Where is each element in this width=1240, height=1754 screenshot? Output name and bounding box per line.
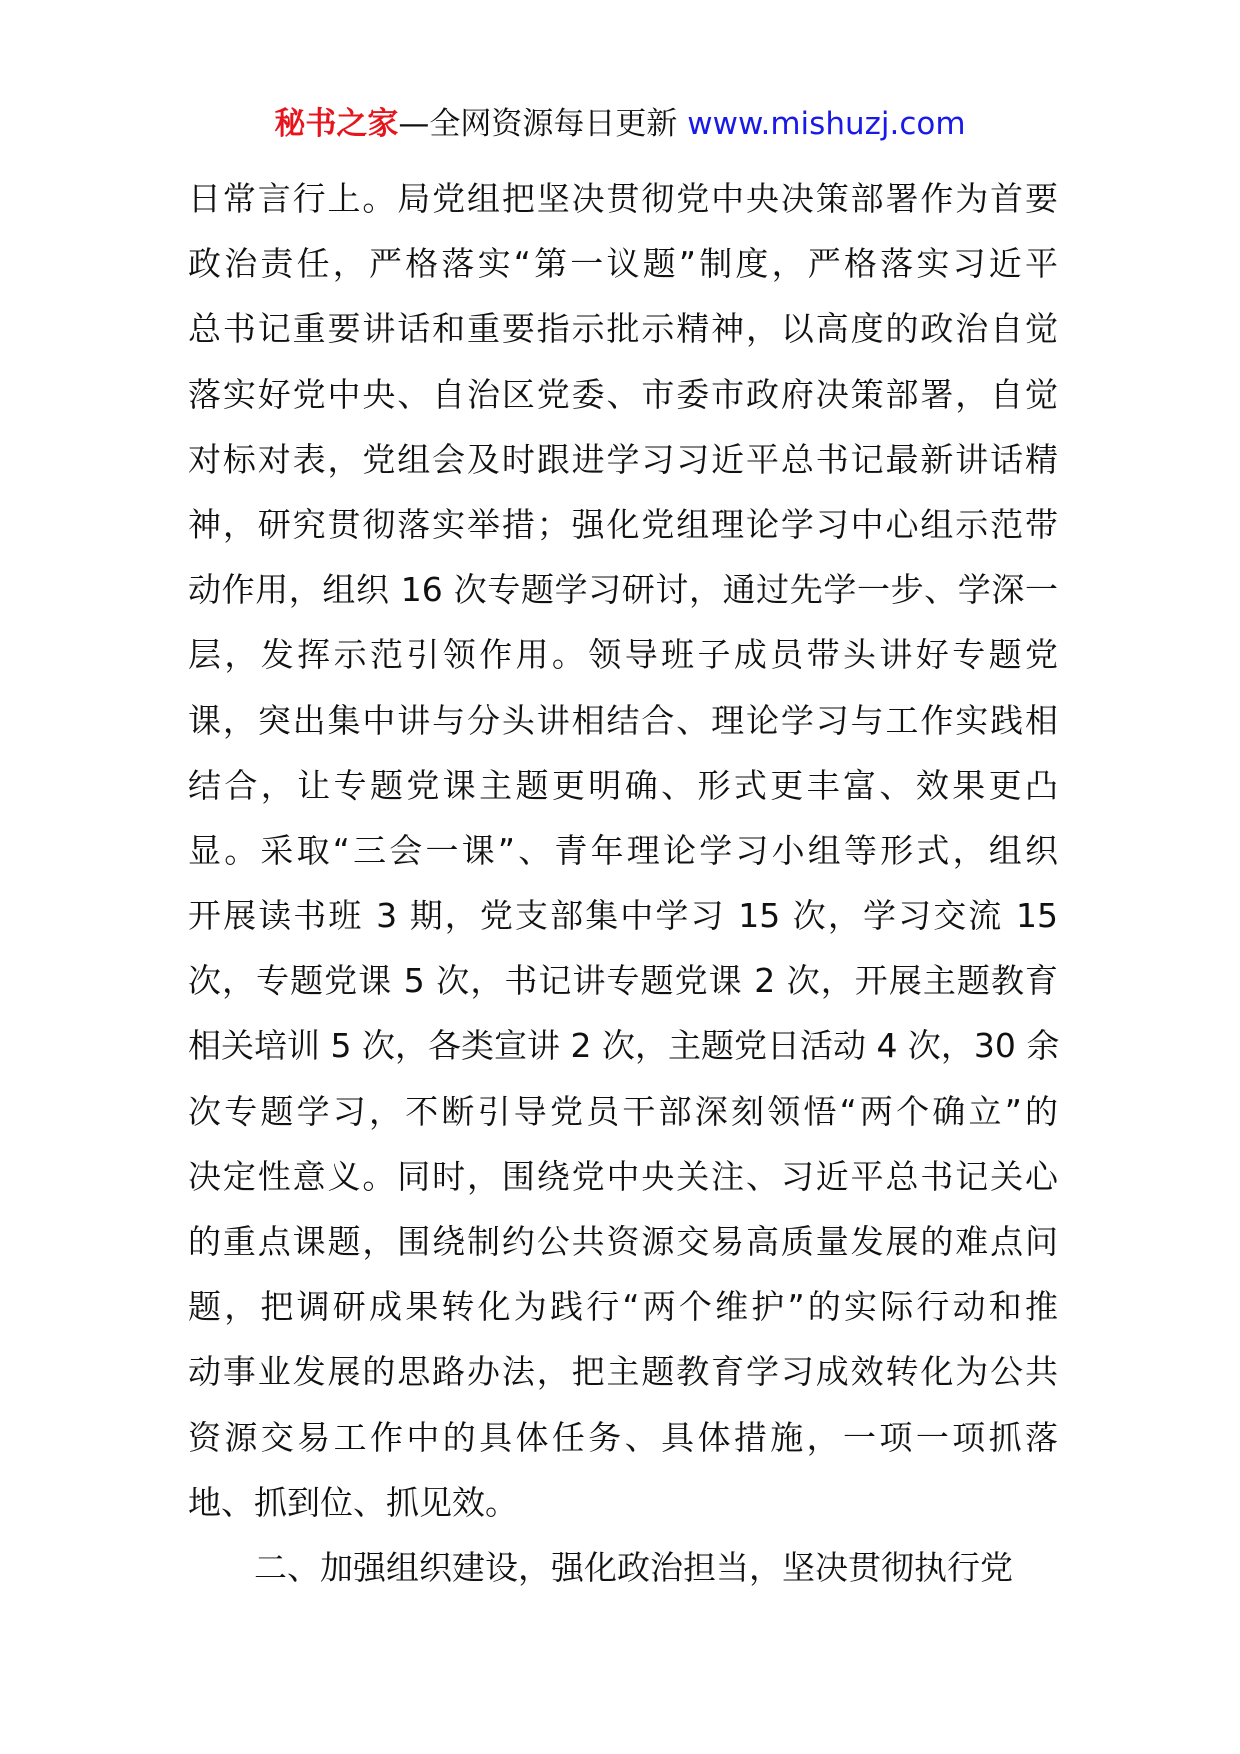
paragraph-line: 开展读书班 3 期，党支部集中学习 15 次，学习交流 15 <box>188 896 1058 936</box>
paragraph-line: 结合，让专题党课主题更明确、形式更丰富、效果更凸 <box>188 765 1058 805</box>
paragraph-line: 动作用，组织 16 次专题学习研讨，通过先学一步、学深一 <box>188 570 1058 610</box>
paragraph-line: 政治责任，严格落实“第一议题”制度，严格落实习近平 <box>188 244 1058 284</box>
paragraph-line: 日常言行上。局党组把坚决贯彻党中央决策部署作为首要 <box>188 179 1058 218</box>
paragraph-line: 课，突出集中讲与分头讲相结合、理论学习与工作实践相 <box>188 700 1058 740</box>
paragraph-line: 总书记重要讲话和重要指示批示精神，以高度的政治自觉 <box>188 309 1058 349</box>
paragraph-line: 地、抓到位、抓见效。 <box>188 1482 518 1522</box>
page-header <box>0 104 1240 144</box>
paragraph-line: 次，专题党课 5 次，书记讲专题党课 2 次，开展主题教育 <box>188 961 1058 1001</box>
paragraph-line: 次专题学习，不断引导党员干部深刻领悟“两个确立”的 <box>188 1091 1058 1131</box>
paragraph-line: 动事业发展的思路办法，把主题教育学习成效转化为公共 <box>188 1352 1058 1392</box>
paragraph-line: 相关培训 5 次，各类宣讲 2 次，主题党日活动 4 次，30 余 <box>188 1026 1060 1066</box>
paragraph-line: 落实好党中央、自治区党委、市委市政府决策部署，自觉 <box>188 374 1058 414</box>
header-tagline: —全网资源每日更新 <box>398 106 678 142</box>
paragraph-line: 对标对表，党组会及时跟进学习习近平总书记最新讲话精 <box>188 439 1058 479</box>
section-heading: 二、加强组织建设，强化政治担当，坚决贯彻执行党 <box>254 1547 1013 1587</box>
paragraph-line: 层，发挥示范引领作用。领导班子成员带头讲好专题党 <box>188 635 1058 675</box>
paragraph-line: 资源交易工作中的具体任务、具体措施，一项一项抓落 <box>188 1417 1058 1457</box>
header-url-link[interactable]: www.mishuzj.com <box>687 106 966 142</box>
paragraph-line: 决定性意义。同时，围绕党中央关注、习近平总书记关心 <box>188 1156 1058 1196</box>
paragraph-line: 显。采取“三会一课”、青年理论学习小组等形式，组织 <box>188 830 1058 870</box>
header-brand: 秘书之家 <box>274 106 399 142</box>
paragraph-line: 题，把调研成果转化为践行“两个维护”的实际行动和推 <box>188 1287 1058 1327</box>
document-body <box>188 166 1058 1600</box>
paragraph-line: 神，研究贯彻落实举措；强化党组理论学习中心组示范带 <box>188 504 1058 544</box>
paragraph-line: 的重点课题，围绕制约公共资源交易高质量发展的难点问 <box>188 1222 1058 1261</box>
